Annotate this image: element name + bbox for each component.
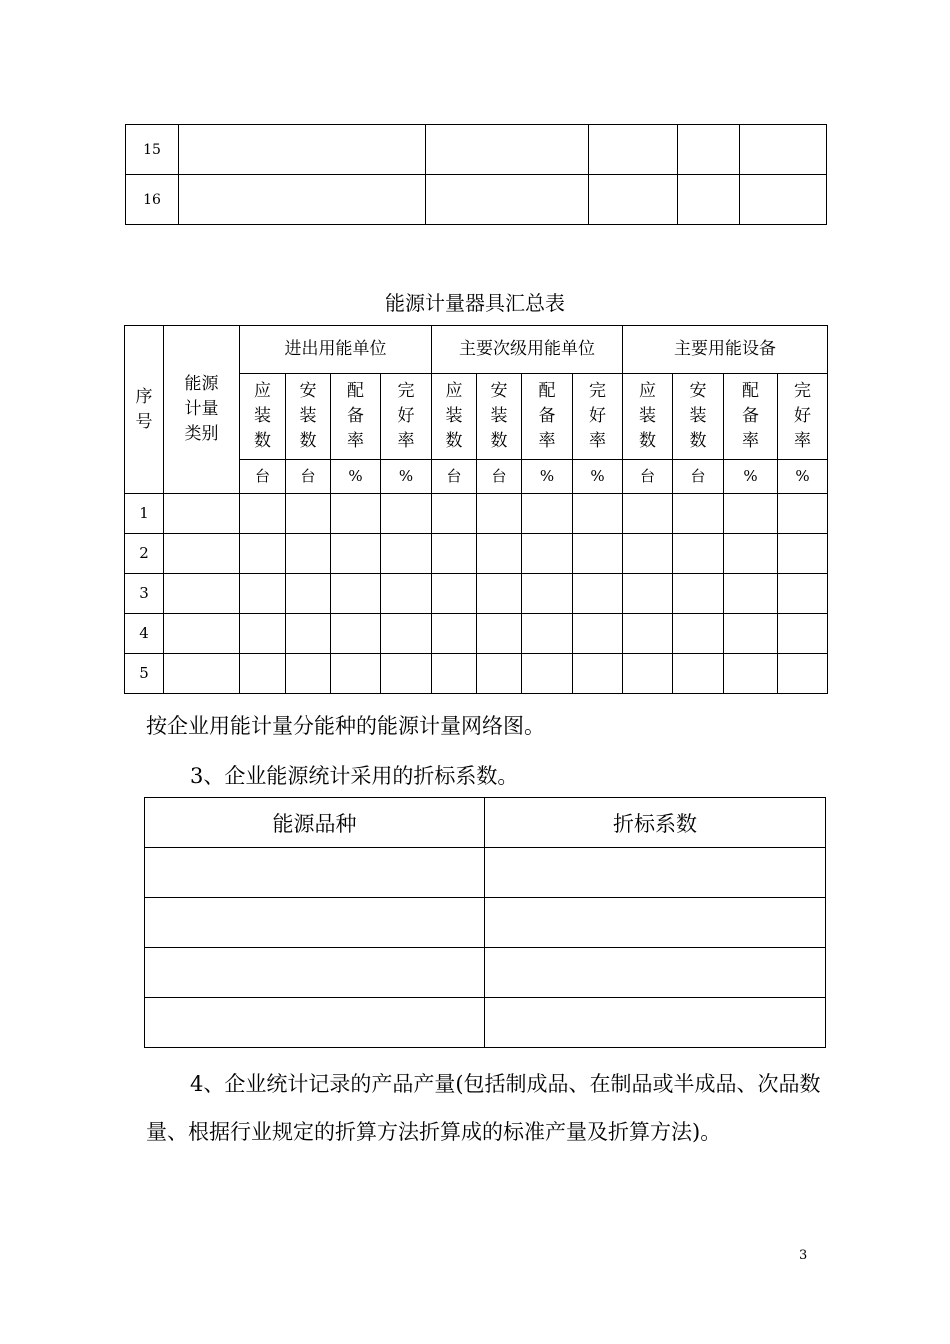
sub-header: 应装数 [240,374,286,460]
header-coefficient: 折标系数 [485,798,826,848]
table-cell [381,534,432,574]
table-cell [623,574,673,614]
table-cell [240,614,286,654]
unit-label: % [724,460,778,494]
table-cell [240,574,286,614]
sub-header: 配备率 [331,374,381,460]
table-cell [432,574,477,614]
table-cell [778,614,828,654]
sub-header: 应装数 [623,374,673,460]
table-row [145,948,826,998]
top-continuation-table [125,124,827,225]
table-cell [477,654,522,694]
table-cell [331,614,381,654]
item-3-heading: 3、企业能源统计采用的折标系数。 [190,764,519,788]
table-cell [673,534,724,574]
group-header: 进出用能单位 [240,326,432,374]
table-row [125,534,828,574]
unit-label: 台 [623,460,673,494]
table-cell [485,948,826,998]
table-cell [778,494,828,534]
table-cell [724,614,778,654]
table-cell [573,534,623,574]
table-cell [623,494,673,534]
unit-label: % [331,460,381,494]
header-energy-type: 能源品种 [145,798,485,848]
table-cell [145,848,485,898]
table-row [145,998,826,1048]
row-number: 2 [125,534,164,574]
row-number: 5 [125,654,164,694]
sub-header: 配备率 [724,374,778,460]
table-cell [485,848,826,898]
table-cell [522,494,573,534]
table-cell [381,614,432,654]
table-cell [485,898,826,948]
sub-header: 安装数 [477,374,522,460]
table-cell [623,614,673,654]
table-cell [724,534,778,574]
table-cell [477,494,522,534]
table-cell [331,494,381,534]
table-cell [164,534,240,574]
table-cell [522,614,573,654]
table-cell [381,574,432,614]
table-cell [145,998,485,1048]
table-row [145,898,826,948]
network-diagram-text: 按企业用能计量分能种的能源计量网络图。 [146,714,545,738]
table-row [125,574,828,614]
table-cell [673,574,724,614]
table-cell [778,534,828,574]
table-cell [331,574,381,614]
group-header: 主要次级用能单位 [432,326,623,374]
table-cell [240,534,286,574]
table-cell [778,654,828,694]
table-cell [673,614,724,654]
summary-table-title: 能源计量器具汇总表 [385,291,565,315]
unit-label: % [522,460,573,494]
table-cell [381,654,432,694]
table-cell [164,574,240,614]
unit-label: % [573,460,623,494]
unit-label: 台 [477,460,522,494]
table-row [125,654,828,694]
table-row [126,175,827,225]
unit-label: 台 [240,460,286,494]
table-cell [673,494,724,534]
table-cell [573,654,623,694]
unit-label: % [778,460,828,494]
table-cell [432,614,477,654]
table-cell [432,534,477,574]
table-cell [522,574,573,614]
sub-header: 安装数 [286,374,331,460]
conversion-coefficient-table [144,797,826,1048]
header-type: 能源计量类别 [164,326,240,494]
table-cell [623,534,673,574]
table-row [125,494,828,534]
table-cell [778,574,828,614]
table-cell [477,534,522,574]
table-cell [240,494,286,534]
table-cell [673,654,724,694]
table-cell [145,948,485,998]
sub-header: 安装数 [673,374,724,460]
table-cell [145,898,485,948]
table-cell [164,654,240,694]
table-row [145,848,826,898]
item-4-paragraph: 4、企业统计记录的产品产量(包括制成品、在制品或半成品、次品数量、根据行业规定的折算方法折算成的标准产量及折算方法)。 [146,1072,821,1144]
table-cell [164,494,240,534]
table-cell [573,574,623,614]
table-cell [522,654,573,694]
table-cell [240,654,286,694]
page-number: 3 [799,1248,808,1263]
table-cell [286,574,331,614]
group-header: 主要用能设备 [623,326,828,374]
table-cell [286,534,331,574]
table-row [126,125,827,175]
row-number: 16 [126,175,179,225]
table-cell [724,494,778,534]
unit-label: % [381,460,432,494]
row-number: 4 [125,614,164,654]
header-seq: 序号 [125,326,164,494]
table-cell [522,534,573,574]
table-cell [477,614,522,654]
sub-header: 完好率 [381,374,432,460]
table-cell [623,654,673,694]
table-cell [432,654,477,694]
table-cell [724,654,778,694]
table-cell [485,998,826,1048]
table-cell [477,574,522,614]
sub-header: 配备率 [522,374,573,460]
sub-header: 完好率 [778,374,828,460]
energy-meter-summary-table [124,325,828,694]
table-cell [164,614,240,654]
sub-header: 完好率 [573,374,623,460]
table-cell [573,614,623,654]
table-cell [286,654,331,694]
table-row [125,614,828,654]
row-number: 1 [125,494,164,534]
table-cell [573,494,623,534]
table-cell [286,614,331,654]
table-cell [286,494,331,534]
table-cell [381,494,432,534]
table-cell [432,494,477,534]
sub-header: 应装数 [432,374,477,460]
table-cell [331,654,381,694]
row-number: 3 [125,574,164,614]
row-number: 15 [126,125,179,175]
table-cell [331,534,381,574]
unit-label: 台 [286,460,331,494]
unit-label: 台 [673,460,724,494]
table-cell [724,574,778,614]
unit-label: 台 [432,460,477,494]
